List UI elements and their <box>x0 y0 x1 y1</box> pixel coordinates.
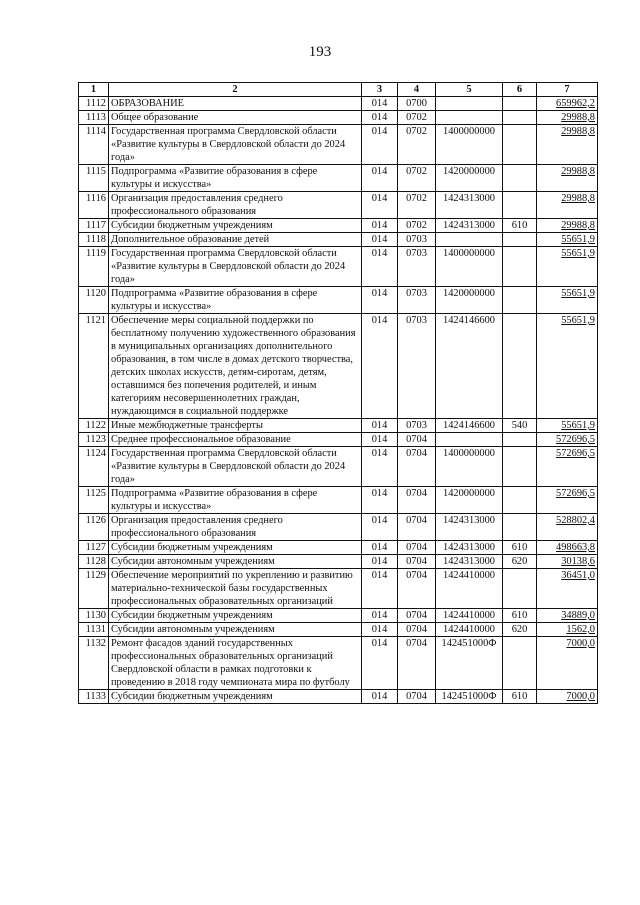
row-name: Ремонт фасадов зданий государственных профессиональных образовательных организаций Свердловской области в рамках подготовки к проведению в 2018 году чемпионата мира по футболу <box>109 637 362 690</box>
row-expense-type <box>503 125 537 165</box>
row-section-code: 0703 <box>398 287 436 314</box>
row-name: Организация предоставления среднего профессионального образования <box>109 514 362 541</box>
row-expense-type <box>503 97 537 111</box>
row-target-article: 1400000000 <box>436 247 503 287</box>
row-name: Иные межбюджетные трансферты <box>109 419 362 433</box>
row-name: Государственная программа Свердловской области «Развитие культуры в Свердловской области до 2024 года» <box>109 247 362 287</box>
row-ved-code: 014 <box>362 555 398 569</box>
table-row <box>79 514 598 541</box>
row-section-code: 0704 <box>398 609 436 623</box>
row-section-code: 0704 <box>398 555 436 569</box>
row-ved-code: 014 <box>362 287 398 314</box>
row-section-code: 0704 <box>398 541 436 555</box>
row-section-code: 0703 <box>398 314 436 419</box>
row-target-article: 1420000000 <box>436 165 503 192</box>
table-row <box>79 609 598 623</box>
row-name: Общее образование <box>109 111 362 125</box>
row-section-code: 0702 <box>398 192 436 219</box>
row-sum: 29988,8 <box>537 165 598 192</box>
page-number: 193 <box>308 44 332 60</box>
row-number: 1131 <box>79 623 109 637</box>
row-expense-type <box>503 192 537 219</box>
row-ved-code: 014 <box>362 111 398 125</box>
table-row <box>79 233 598 247</box>
row-ved-code: 014 <box>362 314 398 419</box>
row-section-code: 0702 <box>398 165 436 192</box>
row-number: 1116 <box>79 192 109 219</box>
row-target-article: 1424313000 <box>436 541 503 555</box>
row-number: 1119 <box>79 247 109 287</box>
row-ved-code: 014 <box>362 447 398 487</box>
row-sum: 29988,8 <box>537 111 598 125</box>
row-sum: 29988,8 <box>537 219 598 233</box>
table-row <box>79 97 598 111</box>
table-row <box>79 541 598 555</box>
table-row <box>79 111 598 125</box>
row-sum: 36451,0 <box>537 569 598 609</box>
row-ved-code: 014 <box>362 514 398 541</box>
row-name: Дополнительное образование детей <box>109 233 362 247</box>
table-row <box>79 287 598 314</box>
row-ved-code: 014 <box>362 125 398 165</box>
row-ved-code: 014 <box>362 192 398 219</box>
table-row <box>79 569 598 609</box>
row-number: 1114 <box>79 125 109 165</box>
row-sum: 55651,9 <box>537 314 598 419</box>
row-target-article <box>436 97 503 111</box>
table-row <box>79 447 598 487</box>
row-expense-type <box>503 111 537 125</box>
row-name: Государственная программа Свердловской области «Развитие культуры в Свердловской области до 2024 года» <box>109 447 362 487</box>
column-header: 6 <box>503 83 537 97</box>
row-target-article: 1424146600 <box>436 419 503 433</box>
table-row <box>79 247 598 287</box>
table-row <box>79 314 598 419</box>
row-sum: 659962,2 <box>537 97 598 111</box>
row-name: Обеспечение мероприятий по укреплению и развитию материально-технической базы государственных профессиональных образовательных организаций <box>109 569 362 609</box>
row-target-article: 1424313000 <box>436 219 503 233</box>
row-target-article: 1400000000 <box>436 447 503 487</box>
table-row <box>79 637 598 690</box>
row-expense-type: 610 <box>503 609 537 623</box>
row-expense-type <box>503 569 537 609</box>
row-target-article: 1424410000 <box>436 569 503 609</box>
row-sum: 29988,8 <box>537 125 598 165</box>
row-number: 1120 <box>79 287 109 314</box>
row-number: 1130 <box>79 609 109 623</box>
row-target-article: 1400000000 <box>436 125 503 165</box>
row-sum: 498663,8 <box>537 541 598 555</box>
table-row <box>79 419 598 433</box>
row-expense-type <box>503 487 537 514</box>
row-ved-code: 014 <box>362 233 398 247</box>
row-target-article: 1424313000 <box>436 192 503 219</box>
row-ved-code: 014 <box>362 419 398 433</box>
row-ved-code: 014 <box>362 487 398 514</box>
row-sum: 572696,5 <box>537 447 598 487</box>
table-row <box>79 623 598 637</box>
row-ved-code: 014 <box>362 219 398 233</box>
row-number: 1133 <box>79 690 109 704</box>
row-sum: 55651,9 <box>537 419 598 433</box>
row-target-article <box>436 433 503 447</box>
row-name: Субсидии бюджетным учреждениям <box>109 219 362 233</box>
row-number: 1123 <box>79 433 109 447</box>
row-name: Подпрограмма «Развитие образования в сфере культуры и искусства» <box>109 165 362 192</box>
table-row <box>79 219 598 233</box>
row-target-article <box>436 233 503 247</box>
column-header: 5 <box>436 83 503 97</box>
row-name: Государственная программа Свердловской области «Развитие культуры в Свердловской области до 2024 года» <box>109 125 362 165</box>
column-header: 7 <box>537 83 598 97</box>
row-section-code: 0704 <box>398 433 436 447</box>
row-sum: 29988,8 <box>537 192 598 219</box>
row-expense-type: 620 <box>503 555 537 569</box>
row-ved-code: 014 <box>362 623 398 637</box>
column-header: 2 <box>109 83 362 97</box>
row-target-article: 1424410000 <box>436 609 503 623</box>
row-target-article: 1424410000 <box>436 623 503 637</box>
table-row <box>79 555 598 569</box>
row-target-article: 1424313000 <box>436 514 503 541</box>
row-ved-code: 014 <box>362 433 398 447</box>
table-row <box>79 487 598 514</box>
row-section-code: 0704 <box>398 569 436 609</box>
row-name: Среднее профессиональное образование <box>109 433 362 447</box>
table-row <box>79 690 598 704</box>
row-expense-type: 610 <box>503 541 537 555</box>
row-sum: 30138,6 <box>537 555 598 569</box>
row-expense-type <box>503 314 537 419</box>
row-ved-code: 014 <box>362 569 398 609</box>
row-number: 1126 <box>79 514 109 541</box>
row-expense-type <box>503 447 537 487</box>
row-sum: 1562,0 <box>537 623 598 637</box>
row-section-code: 0704 <box>398 637 436 690</box>
row-target-article: 142451000Ф <box>436 690 503 704</box>
row-ved-code: 014 <box>362 637 398 690</box>
row-section-code: 0704 <box>398 487 436 514</box>
row-name: Подпрограмма «Развитие образования в сфере культуры и искусства» <box>109 487 362 514</box>
row-target-article: 1424313000 <box>436 555 503 569</box>
row-ved-code: 014 <box>362 247 398 287</box>
row-expense-type <box>503 514 537 541</box>
row-section-code: 0704 <box>398 447 436 487</box>
row-number: 1113 <box>79 111 109 125</box>
row-section-code: 0703 <box>398 419 436 433</box>
table-row <box>79 192 598 219</box>
row-number: 1115 <box>79 165 109 192</box>
row-number: 1127 <box>79 541 109 555</box>
row-target-article: 1420000000 <box>436 287 503 314</box>
row-ved-code: 014 <box>362 165 398 192</box>
column-header: 3 <box>362 83 398 97</box>
row-section-code: 0702 <box>398 219 436 233</box>
table-row <box>79 165 598 192</box>
row-section-code: 0702 <box>398 125 436 165</box>
row-expense-type: 620 <box>503 623 537 637</box>
row-number: 1125 <box>79 487 109 514</box>
row-name: Субсидии бюджетным учреждениям <box>109 690 362 704</box>
row-number: 1118 <box>79 233 109 247</box>
row-expense-type <box>503 165 537 192</box>
row-number: 1117 <box>79 219 109 233</box>
row-number: 1122 <box>79 419 109 433</box>
row-ved-code: 014 <box>362 97 398 111</box>
row-section-code: 0704 <box>398 623 436 637</box>
row-ved-code: 014 <box>362 690 398 704</box>
table-row <box>79 433 598 447</box>
row-name: Организация предоставления среднего профессионального образования <box>109 192 362 219</box>
row-sum: 55651,9 <box>537 287 598 314</box>
row-expense-type <box>503 637 537 690</box>
row-number: 1124 <box>79 447 109 487</box>
row-expense-type <box>503 287 537 314</box>
row-section-code: 0702 <box>398 111 436 125</box>
row-number: 1129 <box>79 569 109 609</box>
row-name: Субсидии бюджетным учреждениям <box>109 609 362 623</box>
row-sum: 572696,5 <box>537 487 598 514</box>
column-header: 1 <box>79 83 109 97</box>
row-sum: 34889,0 <box>537 609 598 623</box>
budget-table <box>78 82 598 704</box>
table-body <box>79 97 598 704</box>
row-sum: 7000,0 <box>537 690 598 704</box>
row-expense-type <box>503 433 537 447</box>
row-target-article: 1420000000 <box>436 487 503 514</box>
row-number: 1132 <box>79 637 109 690</box>
row-expense-type: 540 <box>503 419 537 433</box>
row-expense-type <box>503 233 537 247</box>
table-row <box>79 125 598 165</box>
row-ved-code: 014 <box>362 609 398 623</box>
row-section-code: 0703 <box>398 247 436 287</box>
row-number: 1121 <box>79 314 109 419</box>
row-sum: 55651,9 <box>537 247 598 287</box>
row-name: ОБРАЗОВАНИЕ <box>109 97 362 111</box>
row-name: Субсидии автономным учреждениям <box>109 623 362 637</box>
row-expense-type <box>503 247 537 287</box>
row-ved-code: 014 <box>362 541 398 555</box>
row-sum: 55651,9 <box>537 233 598 247</box>
row-sum: 528802,4 <box>537 514 598 541</box>
row-sum: 572696,5 <box>537 433 598 447</box>
row-section-code: 0704 <box>398 514 436 541</box>
row-target-article: 142451000Ф <box>436 637 503 690</box>
column-header: 4 <box>398 83 436 97</box>
row-section-code: 0704 <box>398 690 436 704</box>
row-name: Субсидии бюджетным учреждениям <box>109 541 362 555</box>
row-number: 1112 <box>79 97 109 111</box>
row-name: Субсидии автономным учреждениям <box>109 555 362 569</box>
row-target-article: 1424146600 <box>436 314 503 419</box>
table-header-row <box>79 83 598 97</box>
row-name: Подпрограмма «Развитие образования в сфере культуры и искусства» <box>109 287 362 314</box>
row-sum: 7000,0 <box>537 637 598 690</box>
row-section-code: 0703 <box>398 233 436 247</box>
row-section-code: 0700 <box>398 97 436 111</box>
row-target-article <box>436 111 503 125</box>
row-number: 1128 <box>79 555 109 569</box>
row-expense-type: 610 <box>503 219 537 233</box>
row-expense-type: 610 <box>503 690 537 704</box>
row-name: Обеспечение меры социальной поддержки по бесплатному получению художественного образования в муниципальных организациях дополнительного образования, в том числе в домах детского творчества, детских школах искусств, детям-сиротам, детям, оставшимся без попечения родителей, и иным категориям несовершеннолетних граждан, нуждающимся в социальной поддержке <box>109 314 362 419</box>
